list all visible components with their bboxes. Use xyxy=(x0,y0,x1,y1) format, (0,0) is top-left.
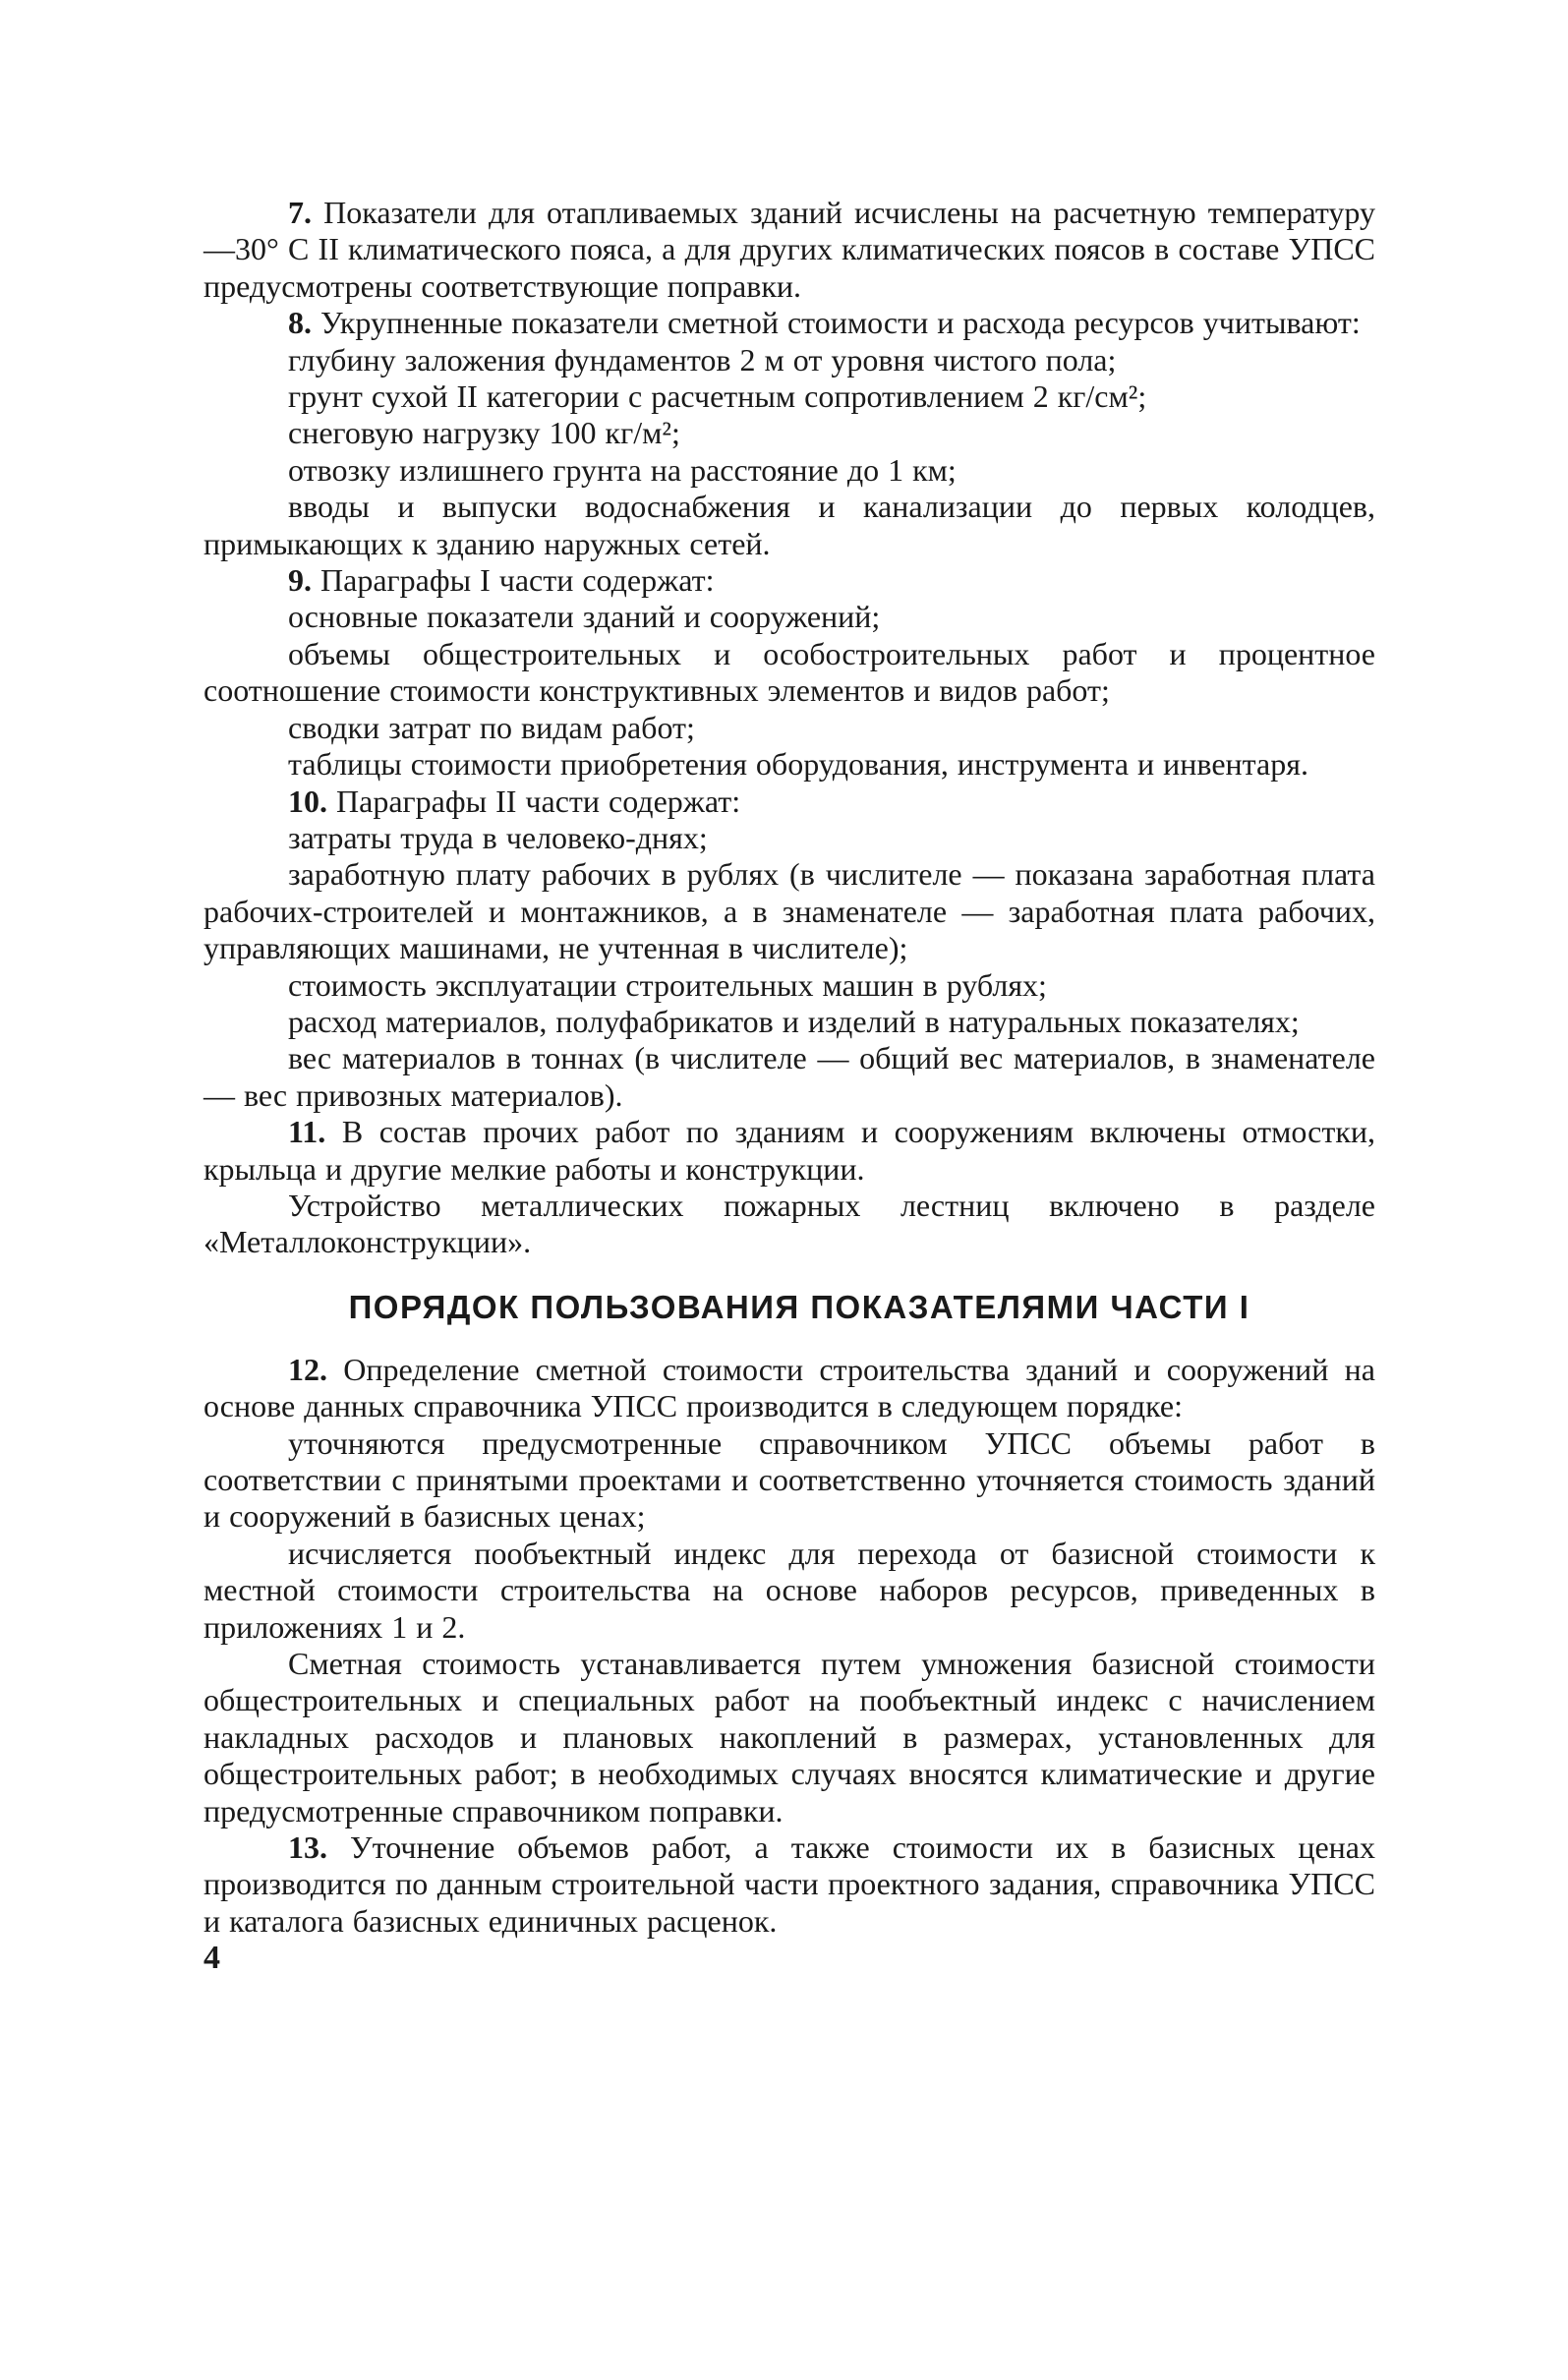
paragraph-12: 12. Определение сметной стоимости строительства зданий и сооружений на основе данных справочника УПСС производится в следующем порядке: xyxy=(203,1351,1376,1424)
section-part1 xyxy=(203,195,1375,1261)
list-item: расход материалов, полуфабрикатов и изделий в натуральных показателях; xyxy=(288,1003,1300,1039)
document-page xyxy=(203,195,1375,1977)
list-item: сводки затрат по видам работ; xyxy=(288,709,695,745)
paragraph-9: 9. Параграфы I части содержат: xyxy=(288,562,715,599)
list-item: Устройство металлических пожарных лестниц включено в разделе «Металлоконструкции». xyxy=(203,1187,1375,1260)
list-item: исчисляется пообъектный индекс для перехода от базисной стоимости к местной стоимости строительства на основе наборов ресурсов, приведенных в приложениях 1 и 2. xyxy=(203,1535,1375,1645)
list-item: снеговую нагрузку 100 кг/м²; xyxy=(288,415,680,451)
section-part2 xyxy=(203,1352,1375,1941)
list-item: заработную плату рабочих в рублях (в числителе — показана заработная плата рабочих-строителей и монтажников, а в знаменателе — заработная плата рабочих, управляющих машинами, не учтенная в числителе); xyxy=(203,856,1375,966)
paragraph-13: 13. Уточнение объемов работ, а также стоимости их в базисных ценах производится по данным строительной части проектного задания, справочника УПСС и каталога базисных единичных расценок. xyxy=(203,1829,1376,1939)
paragraph-8: 8. Укрупненные показатели сметной стоимости и расхода ресурсов учитывают: xyxy=(288,305,1361,341)
paragraph-10: 10. Параграфы II части содержат: xyxy=(288,783,741,819)
list-item: вес материалов в тоннах (в числителе — общий вес материалов, в знаменателе — вес привозных материалов). xyxy=(203,1040,1375,1113)
list-item: основные показатели зданий и сооружений; xyxy=(288,599,881,635)
list-item: затраты труда в человеко-днях; xyxy=(288,819,708,855)
list-item: отвозку излишнего грунта на расстояние до 1 км; xyxy=(288,451,957,488)
paragraph-11: 11. В состав прочих работ по зданиям и сооружениям включены отмостки, крыльца и другие мелкие работы и конструкции. xyxy=(203,1114,1375,1187)
paragraph-7: 7. Показатели для отапливаемых зданий исчислены на расчетную температуру —30° С II климатического пояса, а для других климатических поясов в составе УПСС предусмотрены соответствующие поправки. xyxy=(203,195,1376,304)
list-item: таблицы стоимости приобретения оборудования, инструмента и инвентаря. xyxy=(288,746,1308,783)
list-item: Сметная стоимость устанавливается путем умножения базисной стоимости общестроительных и специальных работ на пообъектный индекс с начислением накладных расходов и плановых накоплений в размерах, установленных для общестроительных работ; в необходимых случаях вносятся климатические и другие предусмотренные справочником поправки. xyxy=(203,1646,1375,1829)
list-item: глубину заложения фундаментов 2 м от уровня чистого пола; xyxy=(288,341,1117,377)
list-item: грунт сухой II категории с расчетным сопротивлением 2 кг/см²; xyxy=(288,378,1147,415)
list-item: вводы и выпуски водоснабжения и канализации до первых колодцев, примыкающих к зданию наружных сетей. xyxy=(203,489,1375,561)
list-item: стоимость эксплуатации строительных машин в рублях; xyxy=(288,966,1047,1003)
list-item: уточняются предусмотренные справочником УПСС объемы работ в соответствии с принятыми проектами и соответственно уточняется стоимость зданий и сооружений в базисных ценах; xyxy=(203,1424,1375,1535)
list-item: объемы общестроительных и особостроительных работ и процентное соотношение стоимости конструктивных элементов и видов работ; xyxy=(203,635,1375,709)
section-heading: ПОРЯДОК ПОЛЬЗОВАНИЯ ПОКАЗАТЕЛЯМИ ЧАСТИ I xyxy=(348,1288,1250,1325)
page-number: 4 xyxy=(203,1940,220,1977)
